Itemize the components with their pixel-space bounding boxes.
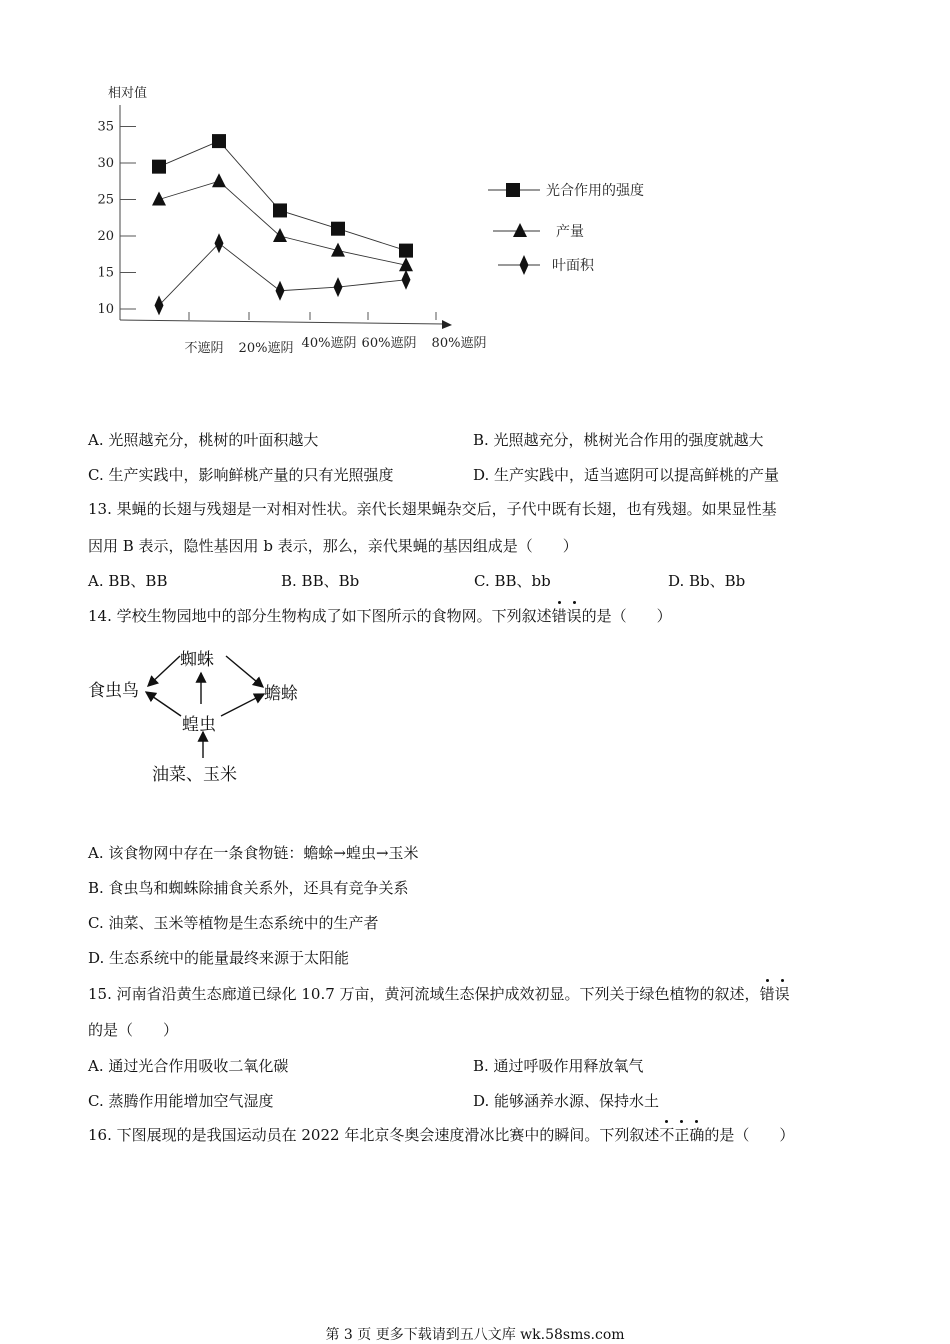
q16-stem — [88, 1125, 794, 1145]
x-axis-arrow — [442, 320, 452, 329]
series-2-point-0 — [155, 295, 164, 315]
legend-label-2: 叶面积 — [552, 258, 594, 274]
arrow-spider-to-bird — [148, 656, 180, 686]
q13-stem-line2: 因用 B 表示，隐性基因用 b 表示，那么，亲代果蝇的基因组成是（ ） — [88, 537, 578, 555]
series-2-point-1 — [215, 233, 224, 253]
series-2-point-2 — [276, 281, 285, 301]
food-web-toad: 蟾蜍 — [264, 684, 298, 704]
x-axis — [120, 320, 445, 324]
y-tick-label-35: 35 — [97, 119, 114, 135]
food-web-locust: 蝗虫 — [182, 715, 216, 735]
q16-stem-post: 的是（ ） — [704, 1126, 795, 1144]
q12-option-a: A. 光照越充分，桃树的叶面积越大 — [88, 431, 319, 449]
q15-option-a: A. 通过光合作用吸收二氧化碳 — [88, 1057, 289, 1075]
q14-option-a: A. 该食物网中存在一条食物链：蟾蜍→蝗虫→玉米 — [88, 844, 419, 862]
q16-emphasis-1: 不 — [659, 1126, 675, 1144]
q14-emphasis-1: 错 — [551, 607, 567, 625]
q16-emphasis-2: 正 — [674, 1126, 690, 1144]
x-tick-label-3: 60%遮阴 — [361, 336, 417, 351]
q15-stem-line2: 的是（ ） — [88, 1021, 179, 1039]
legend-label-0: 光合作用的强度 — [546, 183, 644, 199]
series-1-point-1 — [212, 173, 226, 187]
q13-option-a: A. BB、BB — [88, 572, 168, 590]
y-tick-label-30: 30 — [97, 156, 114, 171]
q15-emphasis-2: 误 — [774, 985, 790, 1003]
food-web-bird: 食虫鸟 — [88, 681, 139, 701]
q15-option-b: B. 通过呼吸作用释放氧气 — [473, 1057, 644, 1075]
legend-marker-0 — [506, 183, 520, 197]
series-2-point-4 — [402, 270, 411, 290]
q16-emphasis-3: 确 — [689, 1126, 705, 1144]
y-tick-label-25: 25 — [97, 192, 114, 208]
y-axis-label: 相对值 — [108, 86, 148, 101]
q13-option-d: D. Bb、Bb — [668, 572, 746, 590]
q14-option-c: C. 油菜、玉米等植物是生态系统中的生产者 — [88, 914, 379, 932]
arrow-spider-to-toad — [226, 656, 263, 687]
q12-option-c: C. 生产实践中，影响鲜桃产量的只有光照强度 — [88, 466, 394, 484]
series-0-point-2 — [273, 203, 287, 217]
x-tick-label-2: 40%遮阴 — [301, 336, 357, 351]
series-0-point-3 — [331, 222, 345, 236]
q13-stem-line1: 13. 果蝇的长翅与残翅是一对相对性状。亲代长翅果蝇杂交后，子代中既有长翅，也有残翅。如果显性基 — [88, 500, 777, 518]
q14-option-b: B. 食虫鸟和蜘蛛除捕食关系外，还具有竞争关系 — [88, 879, 409, 897]
food-web-plants: 油菜、玉米 — [152, 765, 237, 785]
legend-marker-1 — [513, 223, 527, 237]
x-tick-label-4: 80%遮阴 — [431, 336, 487, 351]
series-line-1 — [159, 181, 406, 265]
food-web-arrows — [80, 640, 320, 770]
q13-option-c: C. BB、bb — [474, 572, 551, 590]
q14-stem-post: 的是（ ） — [581, 607, 672, 625]
x-tick-label-1: 20%遮阴 — [238, 341, 294, 356]
q13-option-b: B. BB、Bb — [281, 572, 360, 590]
q15-stem-pre: 15. 河南省沿黄生态廊道已绿化 10.7 万亩，黄河流域生态保护成效初显。下列关于绿色植物的叙述， — [88, 985, 760, 1003]
q12-option-b: B. 光照越充分，桃树光合作用的强度就越大 — [473, 431, 764, 449]
q14-stem — [88, 606, 672, 626]
q14-emphasis-2: 误 — [566, 607, 582, 625]
food-web-spider: 蜘蛛 — [180, 650, 214, 670]
series-2-point-3 — [334, 277, 343, 297]
series-0-point-0 — [152, 160, 166, 174]
q14-option-d: D. 生态系统中的能量最终来源于太阳能 — [88, 949, 350, 967]
q15-option-c: C. 蒸腾作用能增加空气湿度 — [88, 1092, 274, 1110]
arrow-locust-to-toad — [221, 694, 264, 716]
y-tick-label-10: 10 — [97, 302, 114, 317]
legend-label-1: 产量 — [556, 224, 584, 240]
y-tick-label-15: 15 — [97, 265, 114, 281]
series-1-point-2 — [273, 228, 287, 242]
series-0-point-4 — [399, 244, 413, 258]
series-1-point-0 — [152, 192, 166, 206]
arrow-locust-to-bird — [146, 692, 181, 716]
q15-emphasis-1: 错 — [759, 985, 775, 1003]
q12-option-d: D. 生产实践中，适当遮阴可以提高鲜桃的产量 — [473, 466, 780, 484]
x-tick-label-0: 不遮阴 — [184, 341, 224, 356]
q16-stem-pre: 16. 下图展现的是我国运动员在 2022 年北京冬奥会速度滑冰比赛中的瞬间。下列叙述 — [88, 1126, 660, 1144]
q15-option-d: D. 能够涵养水源、保持水土 — [473, 1092, 660, 1110]
series-0-point-1 — [212, 134, 226, 148]
q15-stem-line1 — [88, 984, 790, 1004]
y-tick-label-20: 20 — [97, 229, 114, 244]
page-footer: 第 3 页 更多下载请到五八文库 wk.58sms.com — [325, 1327, 625, 1343]
series-line-2 — [159, 243, 406, 305]
legend-marker-2 — [520, 255, 529, 275]
q14-stem-pre: 14. 学校生物园地中的部分生物构成了如下图所示的食物网。下列叙述 — [88, 607, 552, 625]
line-chart — [80, 80, 680, 380]
